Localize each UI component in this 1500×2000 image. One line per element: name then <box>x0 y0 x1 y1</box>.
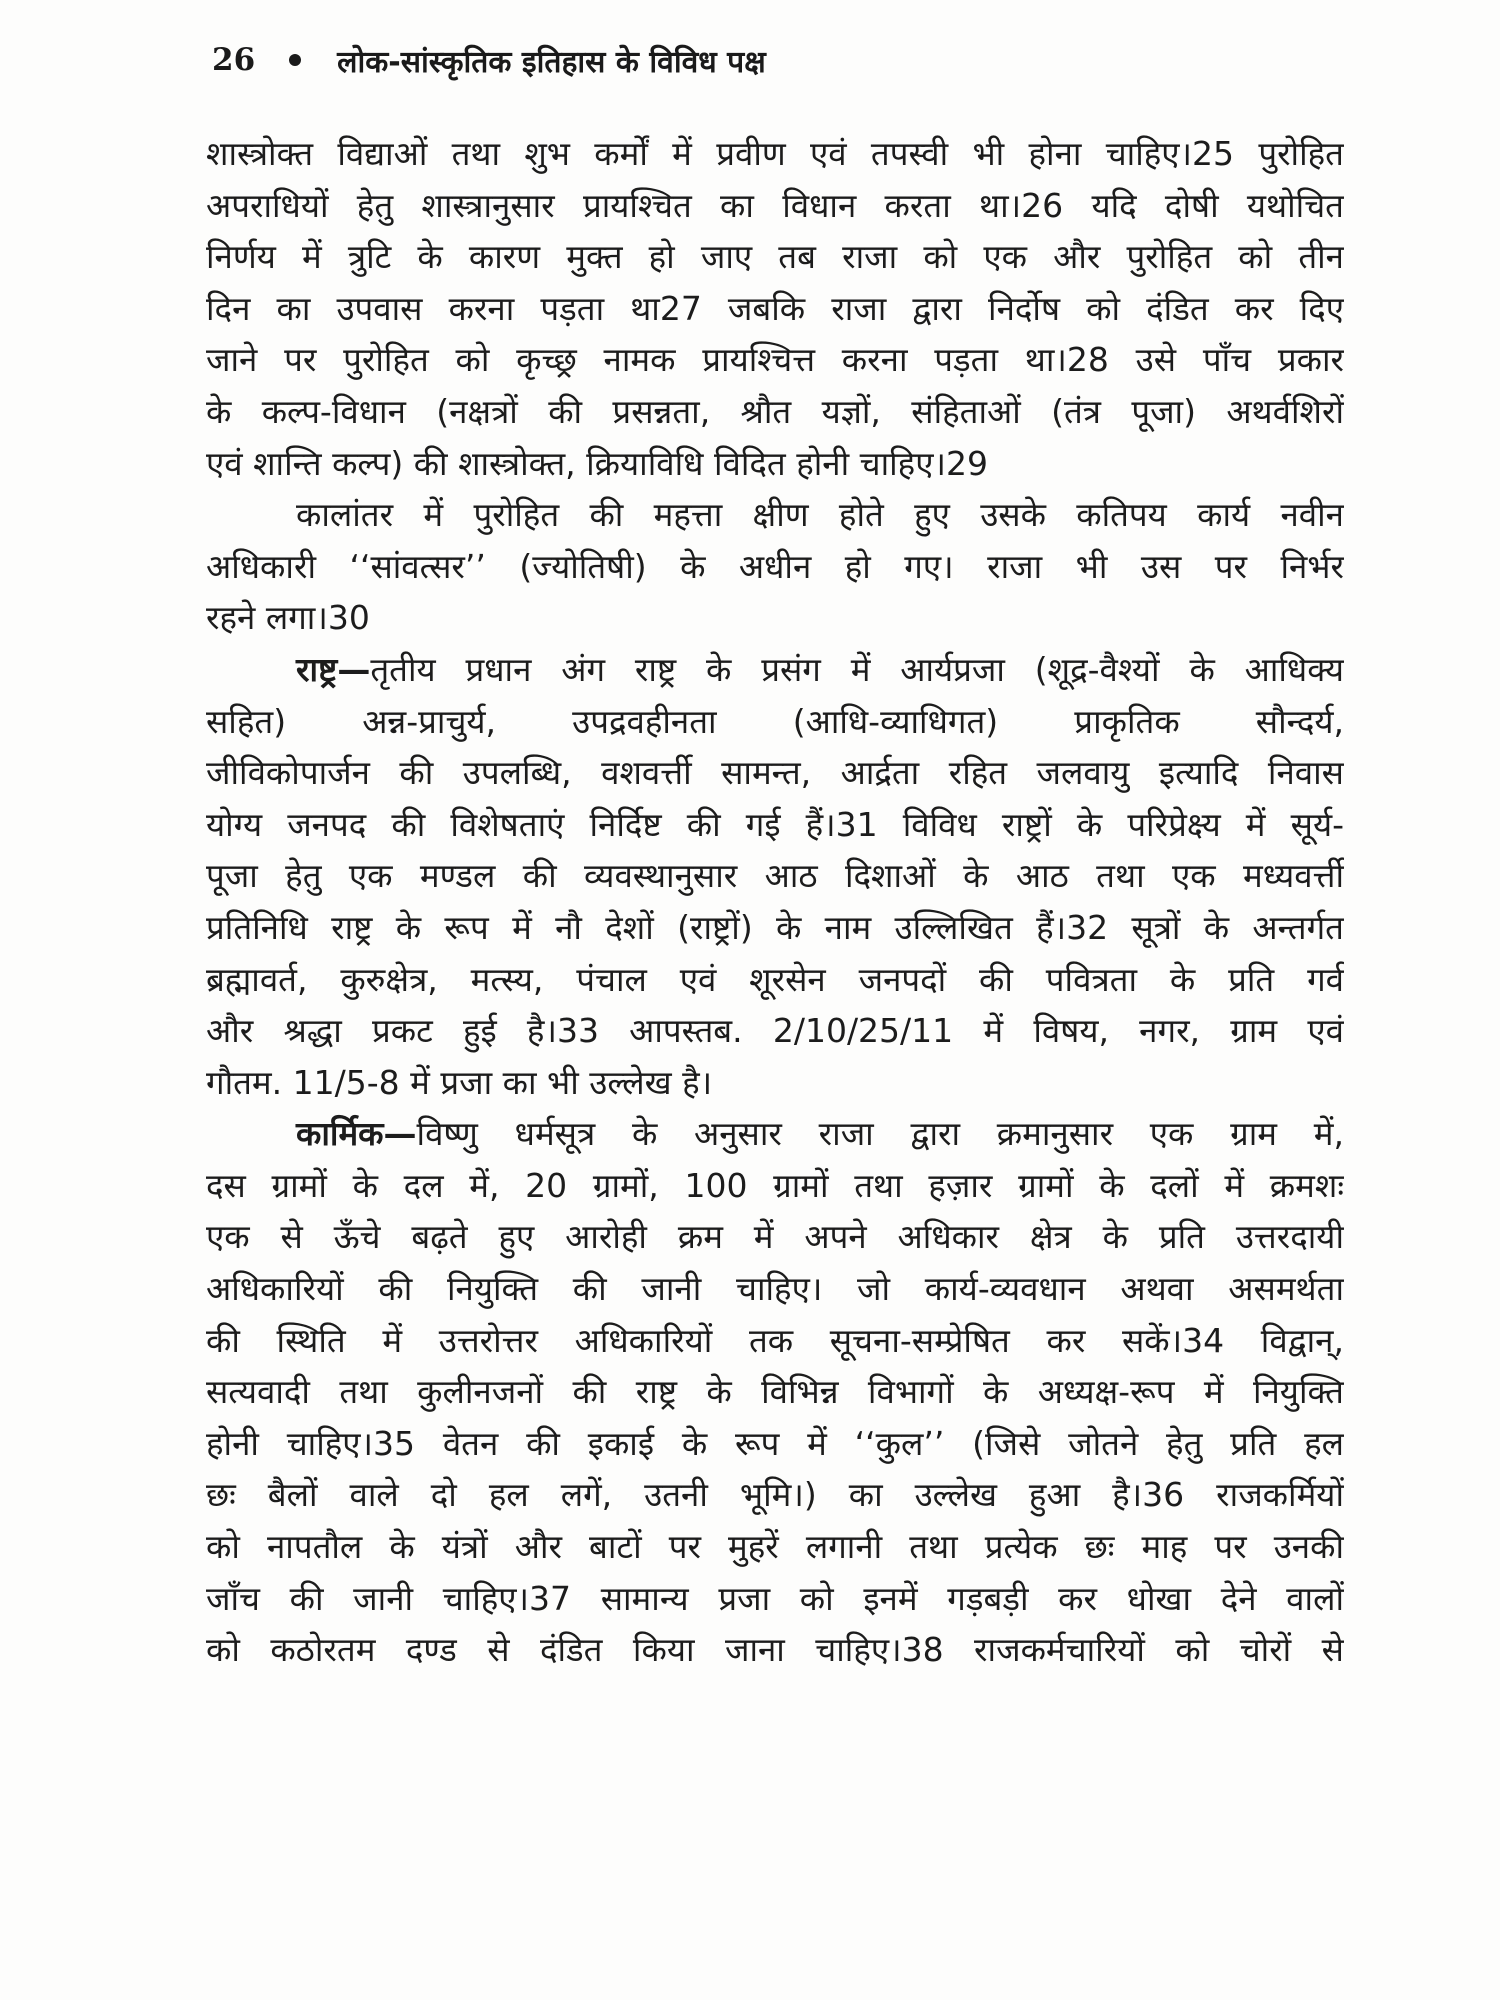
text-line <box>206 128 1344 180</box>
text-line <box>206 644 1344 696</box>
line-text: को नापतौल के यंत्रों और बाटों पर मुहरें लगानी तथा प्रत्येक छः माह पर उनकी <box>206 1527 1344 1567</box>
text-line <box>206 1521 1344 1573</box>
book-title: लोक-सांस्कृतिक इतिहास के विविध पक्ष <box>337 44 766 80</box>
text-line <box>206 696 1344 748</box>
text-line <box>206 747 1344 799</box>
line-text: दिन का उपवास करना पड़ता था27 जबकि राजा द्वारा निर्दोष को दंडित कर दिए <box>206 288 1344 328</box>
text-line <box>206 954 1344 1006</box>
line-text: जाने पर पुरोहित को कृच्छ्र नामक प्रायश्चित्त करना पड़ता था।28 उसे पाँच प्रकार <box>206 340 1344 380</box>
text-line <box>206 1057 1344 1109</box>
text-line <box>206 541 1344 593</box>
line-text: निर्णय में त्रुटि के कारण मुक्त हो जाए तब राजा को एक और पुरोहित को तीन <box>206 237 1344 277</box>
running-header <box>212 36 766 84</box>
line-text: को कठोरतम दण्ड से दंडित किया जाना चाहिए।38 राजकर्मचारियों को चोरों से <box>206 1630 1344 1670</box>
line-text: विष्णु धर्मसूत्र के अनुसार राजा द्वारा क्रमानुसार एक ग्राम में, <box>416 1114 1344 1154</box>
text-line <box>206 489 1344 541</box>
body-text <box>206 128 1344 1676</box>
text-line <box>206 1624 1344 1676</box>
text-line <box>206 850 1344 902</box>
line-text: जाँच की जानी चाहिए।37 सामान्य प्रजा को इनमें गड़बड़ी कर धोखा देने वालों <box>206 1578 1344 1618</box>
line-text: जीविकोपार्जन की उपलब्धि, वशवर्त्ती सामन्त, आर्द्रता रहित जलवायु इत्यादि निवास <box>206 753 1344 793</box>
text-line <box>206 1211 1344 1263</box>
text-line <box>206 1005 1344 1057</box>
line-text: योग्य जनपद की विशेषताएं निर्दिष्ट की गई हैं।31 विविध राष्ट्रों के परिप्रेक्ष्य में सूर्य- <box>206 804 1344 844</box>
line-text: अधिकारी ‘‘सांवत्सर’’ (ज्योतिषी) के अधीन हो गए। राजा भी उस पर निर्भर <box>206 546 1344 586</box>
text-line <box>206 1573 1344 1625</box>
bullet-dot-icon <box>289 54 301 66</box>
line-text: गौतम. 11/5-8 में प्रजा का भी उल्लेख है। <box>206 1062 713 1102</box>
text-line <box>206 1108 1344 1160</box>
text-line <box>206 1418 1344 1470</box>
text-line <box>206 334 1344 386</box>
line-text: सहित) अन्न-प्राचुर्य, उपद्रवहीनता (आधि-व्याधिगत) प्राकृतिक सौन्दर्य, <box>206 701 1344 741</box>
line-text: अधिकारियों की नियुक्ति की जानी चाहिए। जो कार्य-व्यवधान अथवा असमर्थता <box>206 1269 1344 1309</box>
text-line <box>206 386 1344 438</box>
text-line <box>206 799 1344 851</box>
line-text: एक से ऊँचे बढ़ते हुए आरोही क्रम में अपने अधिकार क्षेत्र के प्रति उत्तरदायी <box>206 1217 1344 1257</box>
line-text: तृतीय प्रधान अंग राष्ट्र के प्रसंग में आर्यप्रजा (शूद्र-वैश्यों के आधिक्य <box>370 649 1344 689</box>
text-line <box>206 1160 1344 1212</box>
line-text: सत्यवादी तथा कुलीनजनों की राष्ट्र के विभिन्न विभागों के अध्यक्ष-रूप में नियुक्ति <box>206 1372 1344 1412</box>
line-text: अपराधियों हेतु शास्त्रानुसार प्रायश्चित का विधान करता था।26 यदि दोषी यथोचित <box>206 185 1344 225</box>
text-line <box>206 592 1344 644</box>
line-text: दस ग्रामों के दल में, 20 ग्रामों, 100 ग्रामों तथा हज़ार ग्रामों के दलों में क्रमशः <box>206 1165 1344 1205</box>
text-line <box>206 1469 1344 1521</box>
line-text: रहने लगा।30 <box>206 598 370 638</box>
line-text: कालांतर में पुरोहित की महत्ता क्षीण होते हुए उसके कतिपय कार्य नवीन <box>296 495 1344 535</box>
text-line <box>206 231 1344 283</box>
line-text: और श्रद्धा प्रकट हुई है।33 आपस्तब. 2/10/25/11 में विषय, नगर, ग्राम एवं <box>206 1011 1344 1051</box>
line-text: पूजा हेतु एक मण्डल की व्यवस्थानुसार आठ दिशाओं के आठ तथा एक मध्यवर्त्ती <box>206 856 1344 896</box>
page-number: 26 <box>212 42 256 78</box>
line-text: होनी चाहिए।35 वेतन की इकाई के रूप में ‘‘कुल’’ (जिसे जोतने हेतु प्रति हल <box>206 1423 1344 1463</box>
text-line <box>206 902 1344 954</box>
line-text: के कल्प-विधान (नक्षत्रों की प्रसन्नता, श्रौत यज्ञों, संहिताओं (तंत्र पूजा) अथर्वशिरों <box>206 391 1344 431</box>
line-text: ब्रह्मावर्त, कुरुक्षेत्र, मत्स्य, पंचाल एवं शूरसेन जनपदों की पवित्रता के प्रति गर्व <box>206 959 1344 999</box>
text-line <box>206 1263 1344 1315</box>
line-text: छः बैलों वाले दो हल लगें, उतनी भूमि।) का उल्लेख हुआ है।36 राजकर्मियों <box>206 1475 1344 1515</box>
line-text: शास्त्रोक्त विद्याओं तथा शुभ कर्मों में प्रवीण एवं तपस्वी भी होना चाहिए।25 पुरोहित <box>206 134 1344 173</box>
text-line <box>206 180 1344 232</box>
text-line <box>206 438 1344 490</box>
text-line <box>206 1315 1344 1367</box>
text-line <box>206 1366 1344 1418</box>
line-text: की स्थिति में उत्तरोत्तर अधिकारियों तक सूचना-सम्प्रेषित कर सकें।34 विद्वान्, <box>206 1320 1344 1360</box>
section-heading: राष्ट्र— <box>296 649 371 689</box>
text-line <box>206 283 1344 335</box>
line-text: प्रतिनिधि राष्ट्र के रूप में नौ देशों (राष्ट्रों) के नाम उल्लिखित हैं।32 सूत्रों के अन्तर्गत <box>206 907 1344 947</box>
line-text: एवं शान्ति कल्प) की शास्त्रोक्त, क्रियाविधि विदित होनी चाहिए।29 <box>206 443 988 483</box>
section-heading: कार्मिक— <box>296 1114 417 1154</box>
